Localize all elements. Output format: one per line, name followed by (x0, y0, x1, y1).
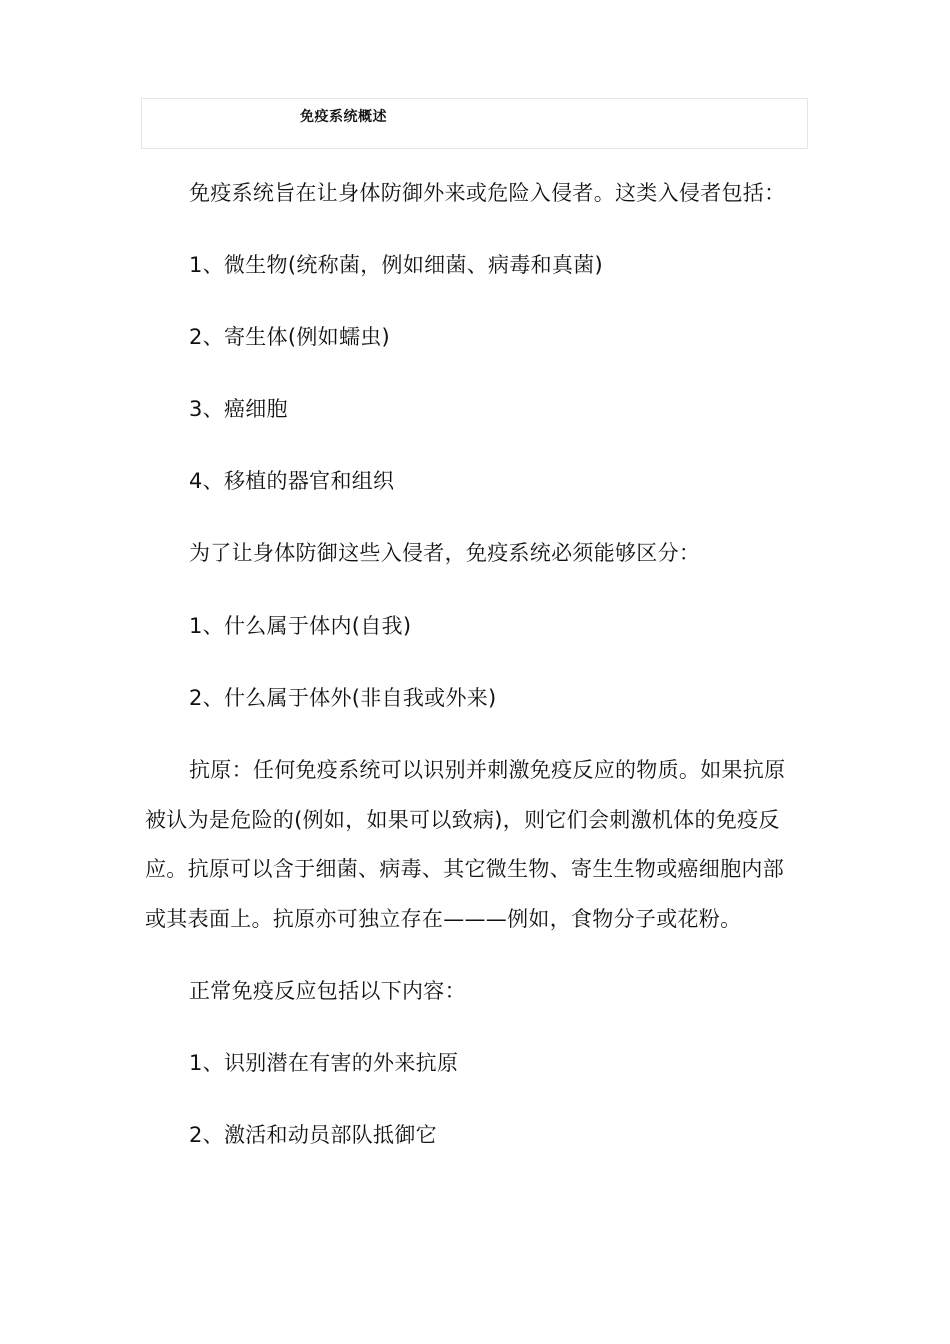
response-item-2: 2、激活和动员部队抵御它 (189, 1123, 437, 1147)
antigen-paragraph-line-2: 被认为是危险的(例如，如果可以致病)，则它们会刺激机体的免疫反 (145, 808, 780, 832)
antigen-paragraph-line-1: 抗原：任何免疫系统可以识别并刺激免疫反应的物质。如果抗原 (189, 758, 786, 782)
antigen-paragraph-line-3: 应。抗原可以含于细菌、病毒、其它微生物、寄生生物或癌细胞内部 (145, 857, 784, 881)
distinguish-item-1: 1、什么属于体内(自我) (189, 614, 412, 638)
response-intro-paragraph: 正常免疫反应包括以下内容： (189, 979, 466, 1003)
invader-item-1: 1、微生物(统称菌，例如细菌、病毒和真菌) (189, 253, 604, 277)
invader-item-3: 3、癌细胞 (189, 397, 288, 421)
intro-paragraph: 免疫系统旨在让身体防御外来或危险入侵者。这类入侵者包括： (189, 181, 786, 205)
response-item-1: 1、识别潜在有害的外来抗原 (189, 1051, 459, 1075)
antigen-paragraph-line-4: 或其表面上。抗原亦可独立存在———例如，食物分子或花粉。 (145, 907, 742, 931)
invader-item-4: 4、移植的器官和组织 (189, 469, 395, 493)
distinguish-item-2: 2、什么属于体外(非自我或外来) (189, 686, 497, 710)
distinguish-intro-paragraph: 为了让身体防御这些入侵者，免疫系统必须能够区分： (189, 541, 701, 565)
invader-item-2: 2、寄生体(例如蠕虫) (189, 325, 391, 349)
header-title: 免疫系统概述 (300, 109, 387, 125)
header-box (141, 98, 808, 149)
